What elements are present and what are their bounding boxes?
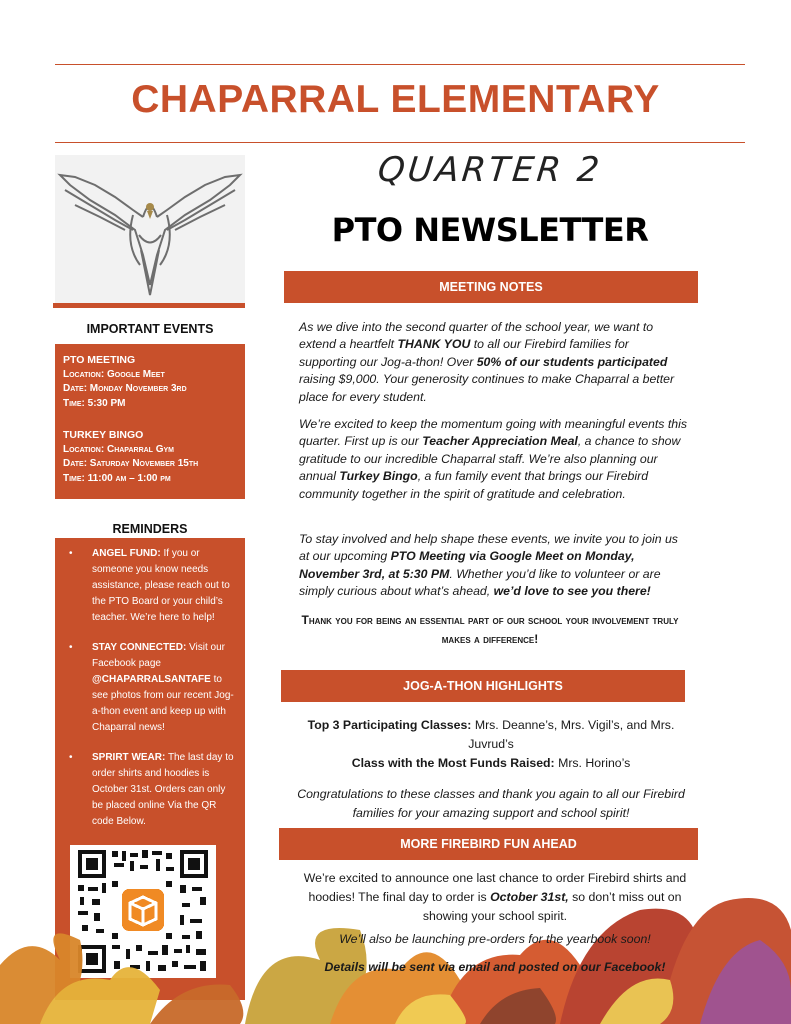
event-title: PTO MEETING [63,354,136,366]
facebook-handle[interactable]: @CHAPARRALSANTAFE [92,674,211,685]
events-heading: IMPORTANT EVENTS [86,322,214,336]
paragraph-thanks: As we dive into the second quarter of the school year, we want to extend a heartfelt THANK YOU to all our Firebird families for supporting our Jog-a-thon! Over 50% of our students participated raising $9,000. Your generosity continues to make Chaparral a better place for every student. [299,320,675,404]
jog-highlights: Top 3 Participating Classes: Mrs. Deanne’s, Mrs. Vigil’s, and Mrs. Juvrud’s Class with the Most Funds Raised: Mrs. Horino’s [307,718,675,770]
bottom-rule [55,142,745,143]
jog-a-thon-heading: JOG-A-THON HIGHLIGHTS [281,670,685,702]
event-title: TURKEY BINGO [63,429,144,441]
events-box [55,344,245,499]
top-rule [55,64,745,65]
school-title: CHAPARRAL ELEMENTARY [131,78,660,121]
list-item: • SPRIRT WEAR: The last day to order shirts and hoodies is October 31st. Orders can only be placed online Via the QR code Below. [69,752,234,827]
event-time: Time: 11:00 am – 1:00 pm [63,472,171,484]
reminders-heading: REMINDERS [112,522,188,536]
event-date: Date: Monday November 3rd [63,383,187,394]
meeting-notes-heading: MEETING NOTES [284,271,698,303]
event-location: Location: Chaparral Gym [63,443,175,455]
congratulations-text: Congratulations to these classes and thank you again to all our Firebird families for your amazing support and school spirit! [297,787,685,820]
fun-ahead-text: We’re excited to announce one last chance to order Firebird shirts and hoodies! The final day to order is October 31st, so don’t miss out on showing your school spirit. [303,871,687,923]
list-item: • ANGEL FUND: If you or someone you know needs assistance, please reach out to the PTO Board or your child’s teacher. We’re here to help! [69,548,230,623]
quarter-label: QUARTER 2 [375,150,605,190]
event-location: Location: Google Meet [63,368,165,380]
details-text: Details will be sent via email and posted on our Facebook! [324,960,666,974]
logo-underline [53,303,245,308]
page-title: PTO NEWSLETTER [331,211,649,249]
paragraph-events: We’re excited to keep the momentum going with meaningful events this quarter. First up is our Teacher Appreciation Meal, a chance to show gratitude to our incredible Chaparral staff. We’re also planning our annual Turkey Bingo, a fun family event that brings our Firebird community together in the spirit of gratitude and celebration. [299,417,688,501]
event-date: Date: Saturday November 15th [63,458,199,469]
list-item: • STAY CONNECTED: Visit our Facebook page @CHAPARRALSANTAFE to see photos from our recent Jog-a-thon event and keep up with Chaparral news! [69,642,234,733]
yearbook-text: We’ll also be launching pre-orders for the yearbook soon! [339,932,651,946]
paragraph-involved: To stay involved and help shape these events, we invite you to join us at our upcoming PTO Meeting via Google Meet on Monday, November 3rd, at 5:30 PM. Whether you’d like to volunteer or are simply curious about what’s ahead, we’d love to see you there! [299,532,678,599]
thank-you-note: Thank you for being an essential part of our school your involvement truly makes a difference! [301,613,679,646]
event-time: Time: 5:30 PM [63,397,126,409]
firebird-fun-heading: MORE FIREBIRD FUN AHEAD [279,828,698,860]
firebird-logo-icon [55,155,245,303]
